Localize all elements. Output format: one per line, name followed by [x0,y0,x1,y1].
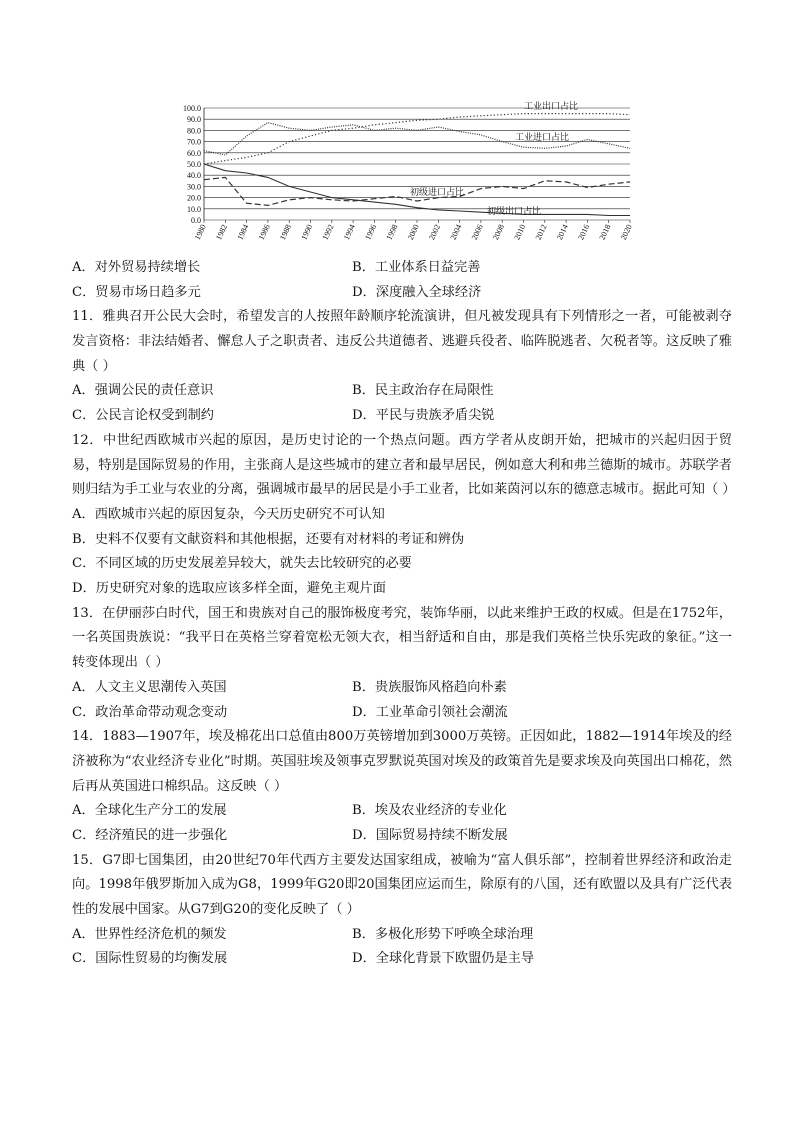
x-tick-label: 1986 [256,223,272,242]
q11-option-c[interactable]: C．公民言论权受到制约 [72,408,214,424]
x-tick-label: 2008 [491,223,507,242]
q12-option-b[interactable]: B．史料不仅要有文献资料和其他根据，还要有对材料的考证和辨伪 [72,531,465,547]
q13-options-row2 [72,701,732,726]
q15-option-d[interactable]: D．全球化背景下欧盟仍是主导 [352,951,535,967]
x-tick-label: 1980 [192,223,208,242]
x-tick-label: 2016 [576,223,592,242]
y-tick-label: 40.0 [187,171,201,181]
q11-options-row2 [72,404,732,429]
y-axis-ticks [183,104,201,225]
q13-stem: 13．在伊丽莎白时代，国王和贵族对自己的服饰极度考究，装饰华丽，以此来维护王政的权威。但是在1752年，一名英国贵族说：“我平日在英格兰穿着宽松无领大衣，相当舒适和自由，那是我们英格兰快乐宪政的象征。”这一转变体现出（ ） [72,605,732,671]
q14-option-a[interactable]: A．全球化生产分工的发展 [72,803,227,819]
x-tick-label: 1990 [299,223,315,242]
question-content [72,256,736,972]
x-tick-label: 1996 [363,223,379,242]
q13-option-a[interactable]: A．人文主义思潮传入英国 [72,679,227,695]
q11-option-d[interactable]: D．平民与贵族矛盾尖锐 [352,408,495,424]
q13-option-b[interactable]: B．贵族服饰风格趋向朴素 [352,679,507,695]
x-tick-label: 1982 [214,223,230,242]
q12-option-c-row [72,552,732,577]
y-tick-label: 50.0 [187,160,201,169]
y-tick-label: 10.0 [187,204,201,214]
q11-option-b[interactable]: B．民主政治存在局限性 [352,383,494,399]
x-tick-label: 2018 [597,223,613,242]
q12-option-d-row [72,577,732,602]
q11-option-a[interactable]: A．强调公民的责任意识 [72,383,214,399]
y-tick-label: 30.0 [187,182,201,192]
q14-option-c[interactable]: C．经济殖民的进一步强化 [72,828,228,843]
x-tick-label: 2012 [533,223,549,242]
q10-options [72,256,732,281]
q12-option-c[interactable]: C．不同区域的历史发展差异较大，就失去比较研究的必要 [72,556,412,572]
x-tick-label: 2002 [427,223,443,242]
q14-option-d[interactable]: D．国际贸易持续不断发展 [352,828,508,843]
q14-options-row2 [72,824,732,849]
y-tick-label: 100.0 [183,104,201,113]
x-tick-label: 2006 [469,223,485,242]
q13-option-c[interactable]: C．政治革命带动观念变动 [72,704,228,720]
chart-series-lines [204,114,630,216]
q12-stem: 12．中世纪西欧城市兴起的原因，是历史讨论的一个热点问题。西方学者从皮朗开始，把城市的兴起归因于贸易，特别是国际贸易的作用，主张商人是这些城市的建立者和最早居民，例如意大利和弗兰德斯的城市。苏联学者则归结为手工业与农业的分离，强调城市最早的居民是小手工业者，比如莱茵河以东的德意志城市。据此可知（ ） [72,432,736,498]
x-tick-label: 2020 [618,223,634,242]
q10-option-b[interactable]: B．工业体系日益完善 [352,260,481,275]
q10-option-a[interactable]: A．对外贸易持续增长 [72,260,201,275]
q15-option-c[interactable]: C．国际性贸易的均衡发展 [72,951,228,967]
y-tick-label: 60.0 [187,148,201,158]
x-tick-label: 2000 [405,223,421,242]
q11-options [72,379,732,404]
x-tick-label: 1998 [384,223,400,242]
q12-option-d[interactable]: D．历史研究对象的选取应该多样全面，避免主观片面 [72,581,386,597]
trade-share-line-chart [160,96,640,246]
q11-stem: 11．雅典召开公民大会时，希望发言的人按照年龄顺序轮流演讲，但凡被发现具有下列情形之一者，可能被剥夺发言资格：非法结婚者、懈怠人子之职责者、违反公共道德者、逃避兵役者、临阵脱逃者、欠税者等。这反映了雅典（ ） [72,309,732,374]
q12-option-a[interactable]: A．西欧城市兴起的原因复杂，今天历史研究不可认知 [72,506,385,522]
q15-stem: 15．G7即七国集团，由20世纪70年代西方主要发达国家组成，被喻为“富人俱乐部”，控制着世界经济和政治走向。1998年俄罗斯加入成为G8，1999年G20即20国集团应运而生，除原有的八国，还有欧盟以及具有广泛代表性的发展中国家。从G7到G20的变化反映了（ ） [72,852,732,918]
x-tick-label: 1988 [278,223,294,242]
q12-option-b-row [72,528,732,553]
chart-gridlines [204,108,630,220]
x-tick-label: 2014 [554,223,570,242]
y-tick-label: 0.0 [191,216,201,225]
q15-options [72,923,732,948]
x-tick-label: 1984 [235,223,251,242]
x-axis-ticks [193,220,634,241]
q10-option-c[interactable]: C．贸易市场日趋多元 [72,284,201,300]
series-label-industrial-export: 工业出口占比 [524,102,579,112]
q15-option-b[interactable]: B．多极化形势下呼唤全球治理 [352,926,534,942]
q15-option-a[interactable]: A．世界性经济危机的频发 [72,926,227,942]
x-tick-label: 2010 [512,223,528,242]
q10-options-row2 [72,281,732,306]
y-tick-label: 70.0 [187,137,201,147]
x-tick-label: 1994 [341,223,357,242]
y-tick-label: 90.0 [187,115,201,125]
q12-option-a-row [72,503,732,528]
q13-option-d[interactable]: D．工业革命引领社会潮流 [352,704,508,720]
x-tick-label: 1992 [320,223,336,242]
y-tick-label: 80.0 [187,126,201,136]
q14-option-b[interactable]: B．埃及农业经济的专业化 [352,803,507,819]
q14-options [72,799,732,824]
series-label-primary-export: 初级出口占比 [487,207,542,217]
q13-options [72,676,732,701]
chart-series-labels [410,100,578,217]
q10-option-d[interactable]: D．深度融入全球经济 [352,284,482,300]
series-label-primary-import: 初级进口占比 [410,188,465,198]
y-tick-label: 20.0 [187,193,201,203]
q14-stem: 14．1883—1907年，埃及棉花出口总值由800万英镑增加到3000万英镑。正因如此，1882—1914年埃及的经济被称为“农业经济专业化”时期。英国驻埃及领事克罗默说英国对埃及的政策首先是要求埃及向英国出口棉花，然后再从英国进口棉织品。这反映（ ） [72,729,732,794]
x-tick-label: 2004 [448,223,464,242]
series-label-industrial-import: 工业进口占比 [515,133,570,143]
q15-options-row2 [72,947,732,972]
